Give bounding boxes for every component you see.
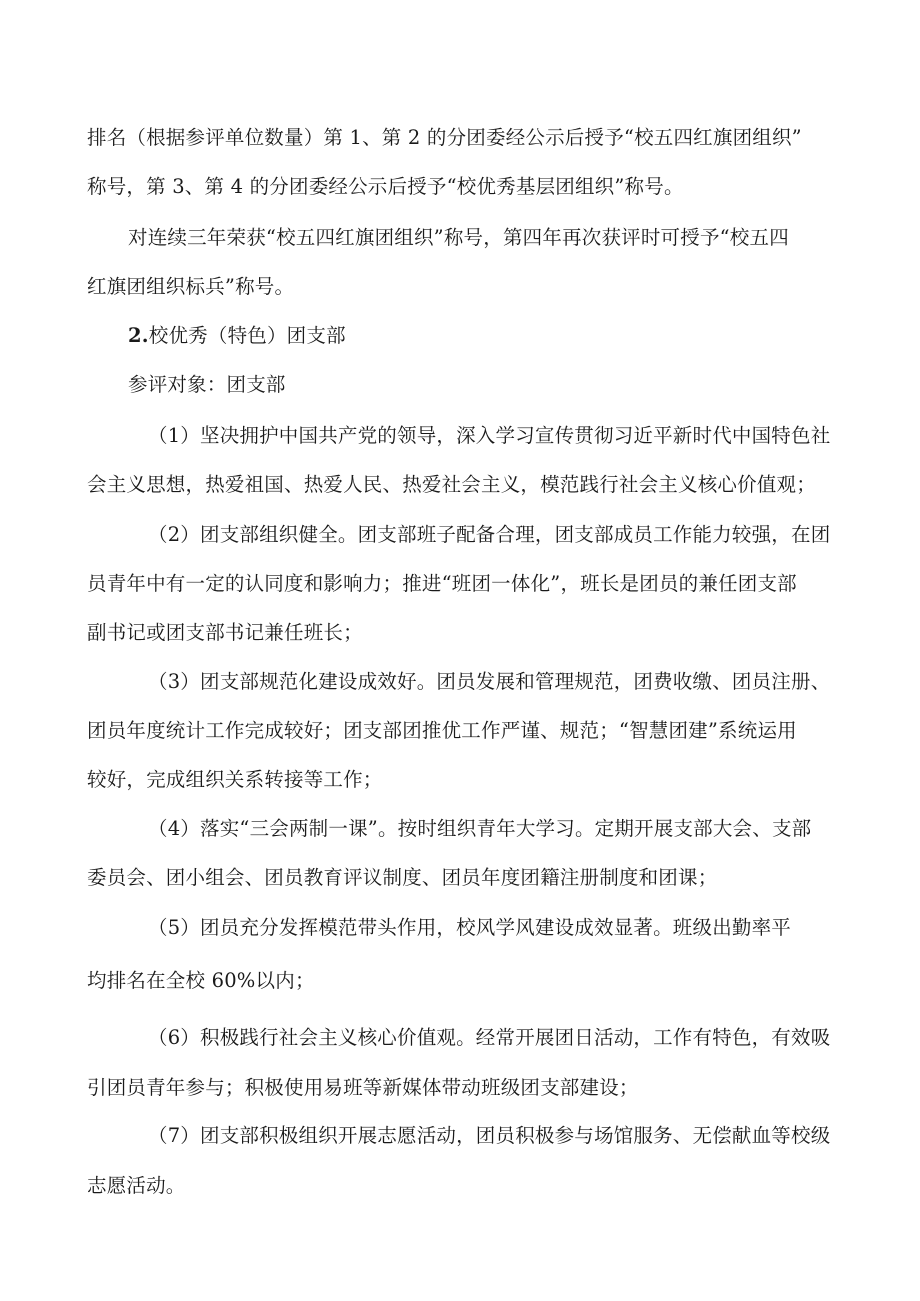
criterion-1-line-1: （1）坚决拥护中国共产党的领导，深入学习宣传贯彻习近平新时代中国特色社 — [148, 424, 831, 447]
section-heading — [128, 322, 346, 350]
criterion-3-line-1: （3）团支部规范化建设成效好。团员发展和管理规范，团费收缴、团员注册、 — [148, 670, 831, 693]
criterion-3-line-3: 较好，完成组织关系转接等工作； — [87, 768, 383, 791]
section-heading-text: 校优秀（特色）团支部 — [148, 324, 346, 347]
paragraph-line-model: 红旗团组织标兵”称号。 — [87, 275, 295, 298]
paragraph-line-ranking: 排名（根据参评单位数量）第 1、第 2 的分团委经公示后授予“校五四红旗团组织” — [87, 126, 802, 149]
criterion-3-line-2: 团员年度统计工作完成较好；团支部团推优工作严谨、规范；“智慧团建”系统运用 — [87, 719, 797, 742]
criterion-1-line-2: 会主义思想，热爱祖国、热爱人民、热爱社会主义，模范践行社会主义核心价值观； — [87, 473, 816, 496]
criterion-2-line-1: （2）团支部组织健全。团支部班子配备合理，团支部成员工作能力较强，在团 — [148, 523, 831, 546]
criterion-5-line-2: 均排名在全校 60%以内； — [87, 969, 315, 992]
criterion-7-line-1: （7）团支部积极组织开展志愿活动，团员积极参与场馆服务、无偿献血等校级 — [148, 1124, 831, 1147]
criterion-6-line-1: （6）积极践行社会主义核心价值观。经常开展团日活动，工作有特色，有效吸 — [148, 1026, 831, 1049]
criterion-2-line-3: 副书记或团支部书记兼任班长； — [87, 621, 363, 644]
criterion-6-line-2: 引团员青年参与；积极使用易班等新媒体带动班级团支部建设； — [87, 1076, 639, 1099]
paragraph-line-title-award: 称号，第 3、第 4 的分团委经公示后授予“校优秀基层团组织”称号。 — [87, 175, 684, 198]
eligibility-line: 参评对象：团支部 — [128, 373, 286, 396]
section-heading-number: 2. — [128, 324, 149, 347]
criterion-5-line-1: （5）团员充分发挥模范带头作用，校风学风建设成效显著。班级出勤率平 — [148, 916, 792, 939]
criterion-4-line-1: （4）落实“三会两制一课”。按时组织青年大学习。定期开展支部大会、支部 — [148, 817, 812, 840]
criterion-4-line-2: 委员会、团小组会、团员教育评议制度、团员年度团籍注册制度和团课； — [87, 866, 718, 889]
criterion-2-line-2: 员青年中有一定的认同度和影响力；推进“班团一体化”，班长是团员的兼任团支部 — [87, 572, 797, 595]
paragraph-line-consecutive: 对连续三年荣获“校五四红旗团组织”称号，第四年再次获评时可授予“校五四 — [128, 226, 789, 249]
criterion-7-line-2: 志愿活动。 — [87, 1174, 186, 1197]
